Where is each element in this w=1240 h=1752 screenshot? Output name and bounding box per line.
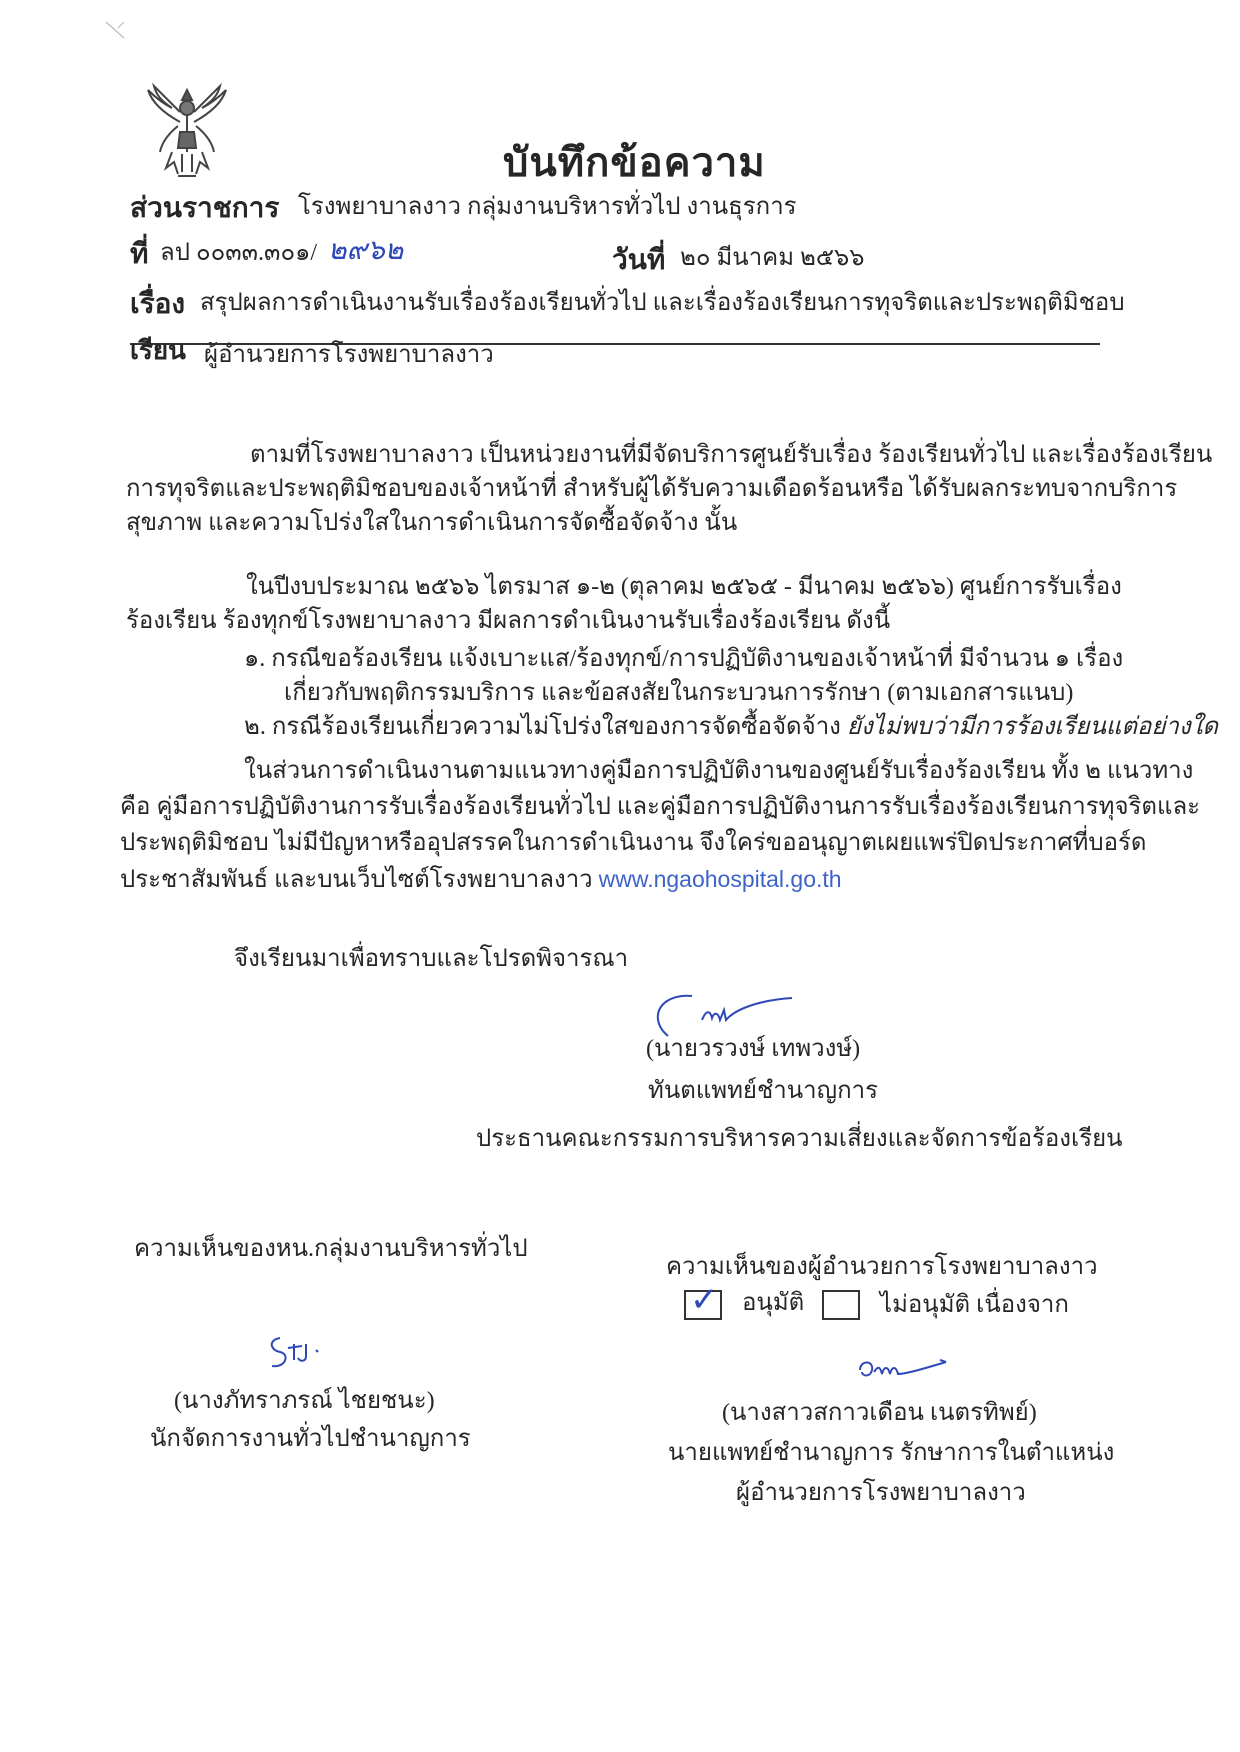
closing-line: จึงเรียนมาเพื่อทราบและโปรดพิจารณา	[234, 946, 629, 972]
signature-right	[856, 1354, 956, 1388]
right-opinion-heading: ความเห็นของผู้อำนวยการโรงพยาบาลงาว	[666, 1254, 1098, 1280]
list-item: ๑. กรณีขอร้องเรียน แจ้งเบาะแส/ร้องทุกข์/การปฏิบัติงานของเจ้าหน้าที่ มีจำนวน ๑ เรื่อง	[244, 646, 1124, 672]
right-signer-position: นายแพทย์ชำนาญการ รักษาการในตำแหน่ง	[668, 1440, 1115, 1466]
check-mark-icon: ✓	[690, 1280, 719, 1320]
subject-value: สรุปผลการดำเนินงานรับเรื่องร้องเรียนทั่วไป และเรื่องร้องเรียนการทุจริตและประพฤติมิชอบ	[200, 290, 1125, 316]
date-label: วันที่	[612, 245, 666, 276]
signer-name: (นายวรวงษ์ เทพวงษ์)	[646, 1036, 861, 1062]
reject-label: ไม่อนุมัติ เนื่องจาก	[880, 1292, 1069, 1318]
signature-left	[262, 1330, 342, 1374]
approve-label: อนุมัติ	[742, 1290, 805, 1316]
list-item	[244, 712, 1218, 742]
memo-title: บันทึกข้อความ	[503, 140, 766, 185]
signer-position: ทันตแพทย์ชำนาญการ	[648, 1078, 878, 1104]
list-item-continuation: เกี่ยวกับพฤติกรรมบริการ และข้อสงสัยในกระบวนการรักษา (ตามเอกสารแนบ)	[284, 680, 1074, 706]
to-value: ผู้อำนวยการโรงพยาบาลงาว	[204, 342, 494, 368]
body-line: ในปีงบประมาณ ๒๕๖๖ ไตรมาส ๑-๒ (ตุลาคม ๒๕๖๕ - มีนาคม ๒๕๖๖) ศูนย์การรับเรื่อง	[246, 574, 1122, 600]
list-item-text: ๒. กรณีร้องเรียนเกี่ยวความไม่โปร่งใสของการจัดซื้อจัดจ้าง	[244, 714, 847, 740]
signature-main	[652, 990, 802, 1040]
approve-checkbox[interactable]	[684, 1280, 722, 1320]
body-line: สุขภาพ และความโปร่งใสในการดำเนินการจัดซื้อจัดจ้าง นั้น	[126, 510, 738, 536]
website-link[interactable]: www.ngaohospital.go.th	[598, 866, 842, 892]
body-line: ในส่วนการดำเนินงานตามแนวทางคู่มือการปฏิบัติงานของศูนย์รับเรื่องร้องเรียน ทั้ง ๒ แนวทาง	[244, 758, 1194, 784]
date-value: ๒๐ มีนาคม ๒๕๖๖	[680, 245, 865, 271]
left-signer-name: (นางภัทราภรณ์ ไชยชนะ)	[174, 1388, 435, 1414]
body-line: ประพฤติมิชอบ ไม่มีปัญหาหรืออุปสรรคในการดำเนินงาน จึงใคร่ขออนุญาตเผยแพร่ปิดประกาศที่บอร์ด	[120, 830, 1147, 856]
right-signer-name: (นางสาวสกาวเดือน เนตรทิพย์)	[722, 1400, 1037, 1426]
left-opinion-heading: ความเห็นของหน.กลุ่มงานบริหารทั่วไป	[134, 1236, 528, 1262]
left-signer-position: นักจัดการงานทั่วไปชำนาญการ	[150, 1426, 471, 1452]
body-line: คือ คู่มือการปฏิบัติงานการรับเรื่องร้องเรียนทั่วไป และคู่มือการปฏิบัติงานการรับเรื่องร้องเรียนการทุจริตและ	[120, 794, 1201, 820]
body-line	[120, 864, 842, 895]
ref-label: ที่	[130, 239, 149, 270]
corner-mark	[104, 20, 128, 44]
reject-checkbox[interactable]	[822, 1290, 860, 1320]
list-item-emphasis: ยังไม่พบว่ามีการร้องเรียนแต่อย่างใด	[846, 714, 1218, 740]
ref-handwritten-number: ๒๙๖๒	[328, 233, 404, 266]
agency-value: โรงพยาบาลงาว กลุ่มงานบริหารทั่วไป งานธุรการ	[298, 194, 797, 220]
body-line: ร้องเรียน ร้องทุกข์โรงพยาบาลงาว มีผลการดำเนินงานรับเรื่องร้องเรียน ดังนี้	[126, 608, 891, 634]
signer-position: ประธานคณะกรรมการบริหารความเสี่ยงและจัดการข้อร้องเรียน	[476, 1126, 1123, 1152]
to-label: เรียน	[130, 336, 186, 365]
body-line: ตามที่โรงพยาบาลงาว เป็นหน่วยงานที่มีจัดบริการศูนย์รับเรื่อง ร้องเรียนทั่วไป และเรื่องร้องเรียน	[250, 442, 1213, 468]
ref-number: ลป ๐๐๓๓.๓๐๑/	[160, 240, 318, 266]
body-text: ประชาสัมพันธ์ และบนเว็บไซต์โรงพยาบาลงาว	[120, 867, 599, 893]
subject-label: เรื่อง	[130, 289, 186, 320]
garuda-emblem-icon	[142, 82, 232, 182]
agency-label: ส่วนราชการ	[130, 193, 280, 224]
right-signer-position: ผู้อำนวยการโรงพยาบาลงาว	[736, 1480, 1026, 1506]
body-line: การทุจริตและประพฤติมิชอบของเจ้าหน้าที่ สำหรับผู้ได้รับความเดือดร้อนหรือ ได้รับผลกระทบจากบริการ	[126, 476, 1178, 502]
